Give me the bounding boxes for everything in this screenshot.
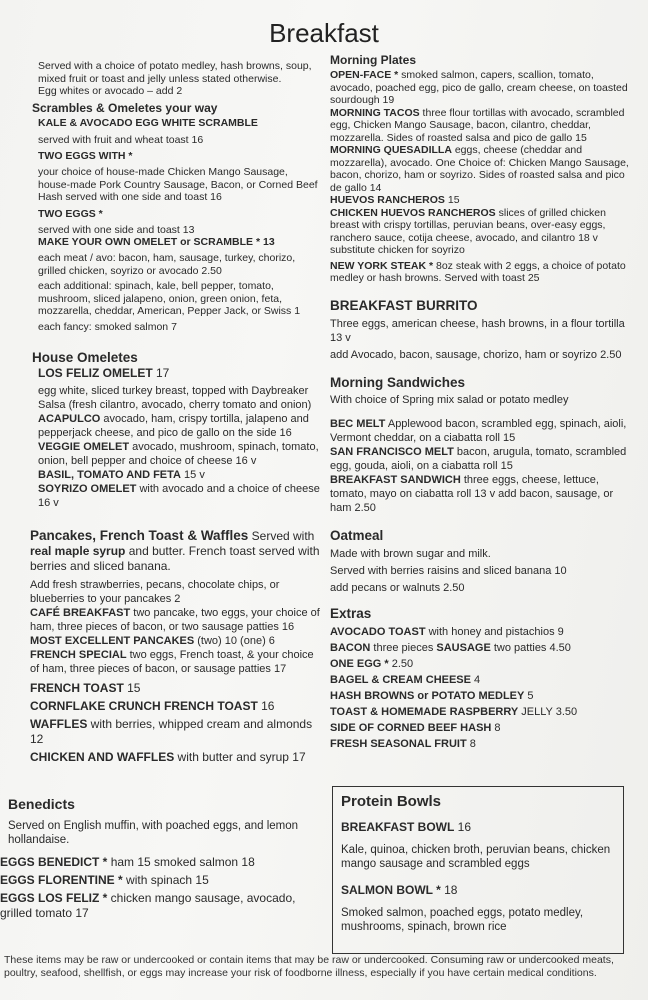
extras-heading: Extras — [330, 605, 372, 621]
new-york-steak: NEW YORK STEAK * 8oz steak with 2 eggs, a choice of potato medley or hash browns. Served with toast 25 — [330, 259, 626, 284]
san-francisco-melt: SAN FRANCISCO MELT bacon, arugula, tomato, scrambled egg, gouda, aioli, on a ciabatta roll 15 — [330, 445, 627, 472]
los-feliz-omelet: LOS FELIZ OMELET 17 — [38, 366, 170, 380]
house-omeletes-heading: House Omeletes — [32, 350, 138, 365]
one-egg: ONE EGG * 2.50 — [330, 657, 414, 670]
pancakes-add: Add fresh strawberries, pecans, chocolate chips, or blueberries to your pancakes 2 — [30, 579, 280, 605]
bagel-cream-cheese: BAGEL & CREAM CHEESE 4 — [330, 673, 481, 686]
most-excellent-pancakes: MOST EXCELLENT PANCAKES (two) 10 (one) 6 — [30, 635, 275, 647]
waffles: WAFFLES with berries, whipped cream and almonds 12 — [30, 717, 313, 746]
veggie-omelet: VEGGIE OMELET avocado, mushroom, spinach, tomato, onion, bell pepper and choice of cheese 16 v — [38, 441, 319, 467]
burrito-desc: Three eggs, american cheese, hash browns, in a flour tortilla 13 v — [330, 317, 625, 344]
morning-plates-heading: Morning Plates — [330, 53, 417, 67]
two-eggs-with-desc: your choice of house-made Chicken Mango Sausage, house-made Pork Country Sausage, Bacon, or Corned Beef Hash served with one side and toast 16 — [38, 166, 318, 203]
benedicts-section — [0, 790, 325, 921]
chicken-huevos-rancheros: CHICKEN HUEVOS RANCHEROS slices of grilled chicken breast with crispy tortillas, peruvian beans, over-easy eggs, ranchero sauce, cotija cheese, avocado, and cilantro 18 v substitute chicken for soyrizo — [330, 206, 606, 256]
pancakes-section: Pancakes, French Toast & Waffles Served with real maple syrup and butter. French toast served with berries and sliced banana. — [30, 528, 320, 573]
make-your-own-name: MAKE YOUR OWN OMELET or SCRAMBLE * 13 — [38, 236, 275, 248]
make-your-own-fancy: each fancy: smoked salmon 7 — [38, 320, 177, 333]
make-your-own-meat: each meat / avo: bacon, ham, sausage, turkey, chorizo, grilled chicken, soyrizo or avocado 2.50 — [38, 252, 296, 277]
eggs-benedict: EGGS BENEDICT * ham 15 smoked salmon 18 — [0, 855, 255, 869]
hash-browns: HASH BROWNS or POTATO MEDLEY 5 — [330, 689, 534, 702]
corned-beef-hash: SIDE OF CORNED BEEF HASH 8 — [330, 721, 501, 734]
sandwiches-heading: Morning Sandwiches — [330, 374, 466, 390]
intro-text: Served with a choice of potato medley, hash browns, soup, mixed fruit or toast and jelly unless stated otherwise. — [38, 60, 312, 85]
toast-jelly: TOAST & HOMEMADE RASPBERRY JELLY 3.50 — [330, 705, 578, 718]
scrambles-heading: Scrambles & Omeletes your way — [32, 100, 218, 115]
left-column — [30, 60, 322, 765]
protein-bowls-box — [332, 786, 624, 954]
food-safety-disclaimer: These items may be raw or undercooked or contain items that may be raw or undercooked. Consuming raw or undercooked meats, poultry, seafood, shellfish, or eggs may increase your risk of foodborne illness, especially if you have certain medical conditions. — [4, 954, 614, 979]
two-eggs-with-name: TWO EGGS WITH * — [38, 150, 133, 162]
huevos-rancheros: HUEVOS RANCHEROS 15 — [330, 194, 460, 206]
fresh-fruit: FRESH SEASONAL FRUIT 8 — [330, 737, 476, 750]
los-feliz-desc: egg white, sliced turkey breast, topped with Daybreaker Salsa (fresh cilantro, avocado, cherry tomato and onion) — [38, 385, 312, 411]
egg-note: Egg whites or avocado – add 2 — [38, 85, 183, 97]
basil-tomato-feta: BASIL, TOMATO AND FETA 15 v — [38, 469, 205, 481]
right-column — [330, 52, 630, 751]
breakfast-sandwich: BREAKFAST SANDWICH three eggs, cheese, lettuce, tomato, mayo on ciabatta roll 13 v add bacon, sausage, or ham 2.50 — [330, 473, 614, 514]
bec-melt: BEC MELT Applewood bacon, scrambled egg, spinach, aioli, Vermont cheddar, on a ciabatta roll 15 — [330, 417, 627, 444]
page-title: Breakfast — [269, 18, 379, 48]
oatmeal-served: Served with berries raisins and sliced banana 10 — [330, 564, 567, 577]
two-eggs-name: TWO EGGS * — [38, 207, 103, 220]
protein-bowls-heading: Protein Bowls — [341, 793, 442, 810]
kale-scramble-name: KALE & AVOCADO EGG WHITE SCRAMBLE — [38, 116, 258, 129]
oatmeal-desc: Made with brown sugar and milk. — [330, 547, 491, 560]
salmon-bowl-desc: Smoked salmon, poached eggs, potato medley, mushrooms, spinach, brown rice — [341, 907, 584, 933]
oatmeal-heading: Oatmeal — [330, 527, 384, 543]
cafe-breakfast: CAFÉ BREAKFAST two pancake, two eggs, your choice of ham, three pieces of bacon, or two sausage patties 16 — [30, 607, 320, 633]
benedicts-desc: Served on English muffin, with poached eggs, and lemon hollandaise. — [8, 820, 299, 846]
sandwiches-desc: With choice of Spring mix salad or potato medley — [330, 393, 569, 406]
morning-tacos: MORNING TACOS three flour tortillas with avocado, scrambled egg, Chicken Mango Sausage, bacon, cilantro, cheddar, mozzarella. Sides of roasted salsa and pico de gallo 15 — [330, 106, 625, 144]
oatmeal-add: add pecans or walnuts 2.50 — [330, 581, 465, 594]
soyrizo-omelet: SOYRIZO OMELET with avocado and a choice of cheese 16 v — [38, 483, 320, 509]
bacon-sausage: BACON three pieces SAUSAGE two patties 4.50 — [330, 641, 571, 654]
breakfast-bowl: BREAKFAST BOWL 16 — [341, 820, 472, 834]
benedicts-heading: Benedicts — [8, 796, 75, 812]
cornflake-french-toast: CORNFLAKE CRUNCH FRENCH TOAST 16 — [30, 699, 275, 713]
french-special: FRENCH SPECIAL two eggs, French toast, & your choice of ham, three pieces of bacon, or sausage patties 17 — [30, 649, 314, 675]
burrito-add: add Avocado, bacon, sausage, chorizo, ham or soyrizo 2.50 — [330, 348, 622, 361]
french-toast: FRENCH TOAST 15 — [30, 681, 141, 695]
chicken-and-waffles: CHICKEN AND WAFFLES with butter and syrup 17 — [30, 750, 306, 764]
eggs-florentine: EGGS FLORENTINE * with spinach 15 — [0, 873, 209, 887]
avocado-toast: AVOCADO TOAST with honey and pistachios 9 — [330, 625, 564, 638]
salmon-bowl: SALMON BOWL * 18 — [341, 883, 458, 897]
breakfast-bowl-desc: Kale, quinoa, chicken broth, peruvian beans, chicken mango sausage and scrambled eggs — [341, 844, 611, 870]
morning-quesadilla: MORNING QUESADILLA eggs, cheese (cheddar and mozzarella), avocado. One Choice of: Chicken Mango Sausage, bacon, chorizo, ham or soyrizo. Sides of roasted salsa and pico de gallo 14 — [330, 144, 629, 194]
two-eggs-desc: served with one side and toast 13 — [38, 223, 195, 236]
kale-scramble-desc: served with fruit and wheat toast 16 — [38, 133, 204, 146]
eggs-los-feliz: EGGS LOS FELIZ * chicken mango sausage, avocado, grilled tomato 17 — [0, 891, 296, 920]
burrito-heading: BREAKFAST BURRITO — [330, 297, 478, 313]
make-your-own-additional: each additional: spinach, kale, bell pepper, tomato, mushroom, sliced jalapeno, onion, green onion, feta, mozzarella, cheddar, American, Pepper Jack, or Swiss 1 — [38, 280, 301, 317]
acapulco-omelet: ACAPULCO avocado, ham, crispy tortilla, jalapeno and pepperjack cheese, and pico de gallo on the side 16 — [38, 413, 309, 439]
open-face: OPEN-FACE * smoked salmon, capers, scallion, tomato, avocado, poached egg, pico de gallo, cream cheese, on toasted sourdough 19 — [330, 69, 628, 106]
